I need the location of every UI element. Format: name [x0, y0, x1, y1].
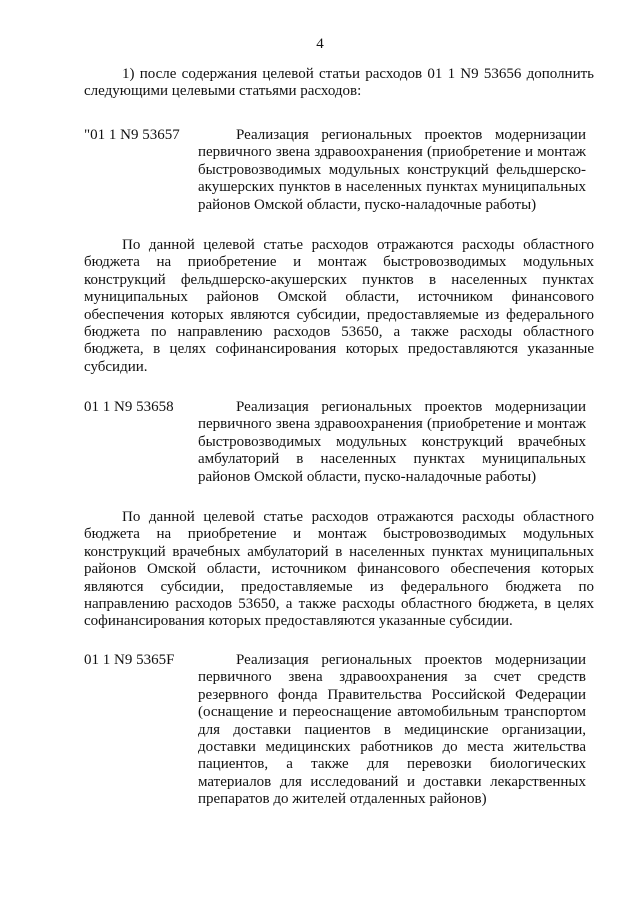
item-title-line: (оснащение и переоснащение автомобильным транспортом: [198, 704, 586, 721]
item-title-line: Реализация региональных проектов модернизации: [236, 127, 586, 143]
item-title-line: акушерских пунктов в населенных пунктах муниципальных: [198, 179, 586, 196]
item-title-line: материалов для исследований и доставки лекарственных: [198, 773, 586, 790]
explanation-line: субсидии.: [84, 358, 148, 375]
item-title-line: быстровозводимых модульных конструкций фельдшерско-: [198, 161, 586, 178]
explanation-line: конструкций врачебных амбулаторий в населенных пунктах муниципальных: [84, 543, 594, 560]
item-title-line: резервного фонда Правительства Российской Федерации: [198, 686, 586, 703]
explanation-line: бюджета по направлению расходов 53650, а также расходы областного: [84, 324, 594, 341]
item-title-line: первичного звена здравоохранения (приобретение и монтаж: [198, 144, 586, 161]
explanation-line: По данной целевой статье расходов отражаются расходы областного: [122, 237, 594, 253]
budget-code: 01 1 N9 53658: [84, 399, 174, 415]
item-title-line: для доставки пациентов в медицинские организации,: [198, 721, 586, 738]
item-title-line: быстровозводимых модульных конструкций врачебных: [198, 433, 586, 450]
item-title-line: Реализация региональных проектов модернизации: [236, 652, 586, 668]
explanation-line: бюджета на приобретение и монтаж быстровозводимых модульных: [84, 254, 594, 271]
item-title-line: доставки медицинских работников до места жительства: [198, 739, 586, 756]
explanation-line: По данной целевой статье расходов отражаются расходы областного: [122, 509, 594, 525]
item-title-line: амбулаторий в населенных пунктах муниципальных: [198, 451, 586, 468]
explanation-line: муниципальных районов Омской области, источником финансового: [84, 289, 594, 306]
explanation-line: бюджета на приобретение и монтаж быстровозводимых модульных: [84, 526, 594, 543]
item-title-line: первичного звена здравоохранения (приобретение и монтаж: [198, 416, 586, 433]
item-title-line: районов Омской области, пуско-наладочные работы): [198, 468, 537, 485]
explanation-line: районов Омской области, источником финансового обеспечения которых: [84, 561, 594, 578]
explanation-line: направлению расходов 53650, а также расходы областного бюджета, в целях: [84, 596, 594, 613]
explanation-line: софинансирования которых предоставляются указанные субсидии.: [84, 613, 513, 630]
explanation-line: обеспечения которых являются субсидии, предоставляемые из федерального: [84, 306, 594, 323]
item-title: [198, 127, 586, 214]
explanation-line: бюджета, в целях софинансирования которых предоставляются указанные: [84, 341, 594, 358]
item-title-line: первичного звена здравоохранения за счет средств: [198, 669, 586, 686]
intro-line: следующими целевыми статьями расходов:: [84, 83, 362, 100]
item-title-line: препаратов до жителей отдаленных районов): [198, 791, 487, 808]
item-title: [198, 652, 586, 809]
budget-code: 01 1 N9 5365F: [84, 652, 175, 668]
item-explanation: [84, 237, 594, 376]
item-explanation: [84, 509, 594, 631]
intro-paragraph: [84, 66, 594, 101]
budget-code: "01 1 N9 53657: [84, 127, 180, 143]
item-title-line: пациентов, а также для перевозки биологических: [198, 756, 586, 773]
page-number: 4: [316, 36, 324, 52]
item-title-line: Реализация региональных проектов модернизации: [236, 399, 586, 415]
item-title-line: районов Омской области, пуско-наладочные работы): [198, 196, 537, 213]
explanation-line: конструкций фельдшерско-акушерских пунктов в населенных пунктах: [84, 271, 594, 288]
explanation-line: являются субсидии, предоставляемые из федерального бюджета по: [84, 578, 594, 595]
item-title: [198, 399, 586, 486]
intro-line: 1) после содержания целевой статьи расходов 01 1 N9 53656 дополнить: [122, 66, 594, 82]
